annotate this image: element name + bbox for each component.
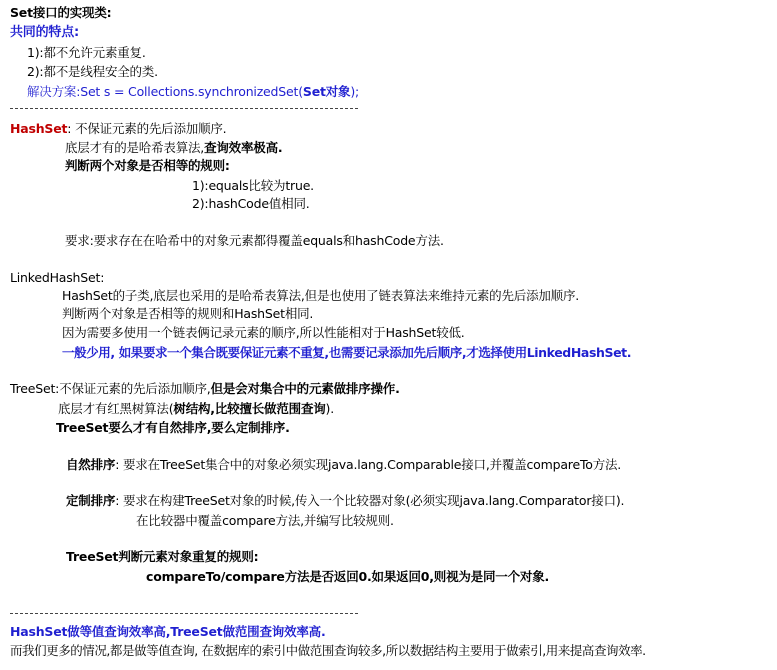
treeset-custom-2: 在比较器中覆盖compare方法,并编写比较规则.: [136, 513, 394, 528]
hashset-requirement: 要求:要求存在在哈希中的对象元素都得覆盖equals和hashCode方法.: [65, 233, 444, 248]
doc-title: Set接口的实现类:: [10, 5, 112, 20]
treeset-label: TreeSet:: [10, 381, 60, 396]
solution-end: );: [350, 84, 360, 99]
custom-label: 定制排序: [66, 493, 116, 508]
treeset-algo-end: ).: [325, 401, 334, 416]
hashset-rule-1: 1):equals比较为true.: [192, 178, 314, 193]
treeset-custom: [66, 493, 624, 509]
hashset-rule-heading: 判断两个对象是否相等的规则:: [65, 158, 230, 173]
treeset-desc-bold: 但是会对集合中的元素做排序操作.: [210, 381, 400, 396]
treeset-sort-types: TreeSet要么才有自然排序,要么定制排序.: [56, 420, 290, 435]
treeset-desc: 不保证元素的先后添加顺序,: [59, 381, 211, 396]
treeset-natural: [66, 457, 621, 473]
linkedhashset-line-2: 判断两个对象是否相等的规则和HashSet相同.: [62, 306, 314, 321]
common-point-2: 2):都不是线程安全的类.: [27, 64, 158, 79]
common-point-1: 1):都不允许元素重复.: [27, 45, 146, 60]
solution-bold: Set对象: [302, 84, 351, 99]
hashset-algo-text: 底层才有的是哈希表算法,: [65, 140, 205, 155]
hashset-algo: [65, 140, 282, 156]
natural-desc: : 要求在TreeSet集合中的对象必须实现java.lang.Comparable接口,并覆盖compareTo方法.: [115, 457, 622, 472]
linkedhashset-line-3: 因为需要多使用一个链表俩记录元素的顺序,所以性能相对于HashSet较低.: [62, 325, 465, 340]
linkedhashset-line-4: 一般少用, 如果要求一个集合既要保证元素不重复,也需要记录添加先后顺序,才选择使用LinkedHashSet.: [62, 345, 632, 360]
summary-line-2: 而我们更多的情况,都是做等值查询, 在数据库的索引中做范围查询较多,所以数据结构主要用于做索引,用来提高查询效率.: [10, 643, 646, 658]
hashset-line: [10, 121, 226, 137]
custom-desc: : 要求在构建TreeSet对象的时候,传入一个比较器对象(必须实现java.lang.Comparator接口).: [115, 493, 625, 508]
hashset-algo-bold: 查询效率极高.: [204, 140, 283, 155]
separator-line-2: [10, 613, 358, 614]
treeset-line: [10, 381, 400, 397]
treeset-dup-heading: TreeSet判断元素对象重复的规则:: [66, 549, 259, 564]
common-heading: 共同的特点:: [10, 25, 79, 40]
treeset-algo-text: 底层才有红黑树算法(: [58, 401, 174, 416]
solution-line: [27, 84, 359, 100]
hashset-label: HashSet: [10, 121, 68, 136]
summary-line-1: HashSet做等值查询效率高,TreeSet做范围查询效率高.: [10, 624, 326, 639]
hashset-rule-2: 2):hashCode值相同.: [192, 196, 310, 211]
treeset-dup-rule: compareTo/compare方法是否返回0.如果返回0,则视为是同一个对象.: [146, 569, 550, 584]
separator-line: [10, 108, 358, 109]
treeset-algo-bold: 树结构,比较擅长做范围查询: [173, 401, 326, 416]
natural-label: 自然排序: [66, 457, 116, 472]
linkedhashset-line-1: HashSet的子类,底层也采用的是哈希表算法,但是也使用了链表算法来维持元素的先后添加顺序.: [62, 288, 580, 303]
linkedhashset-label: LinkedHashSet:: [10, 270, 105, 285]
treeset-algo: [58, 401, 334, 417]
hashset-desc: : 不保证元素的先后添加顺序.: [67, 121, 227, 136]
solution-text: 解决方案:Set s = Collections.synchronizedSet(: [27, 84, 303, 99]
